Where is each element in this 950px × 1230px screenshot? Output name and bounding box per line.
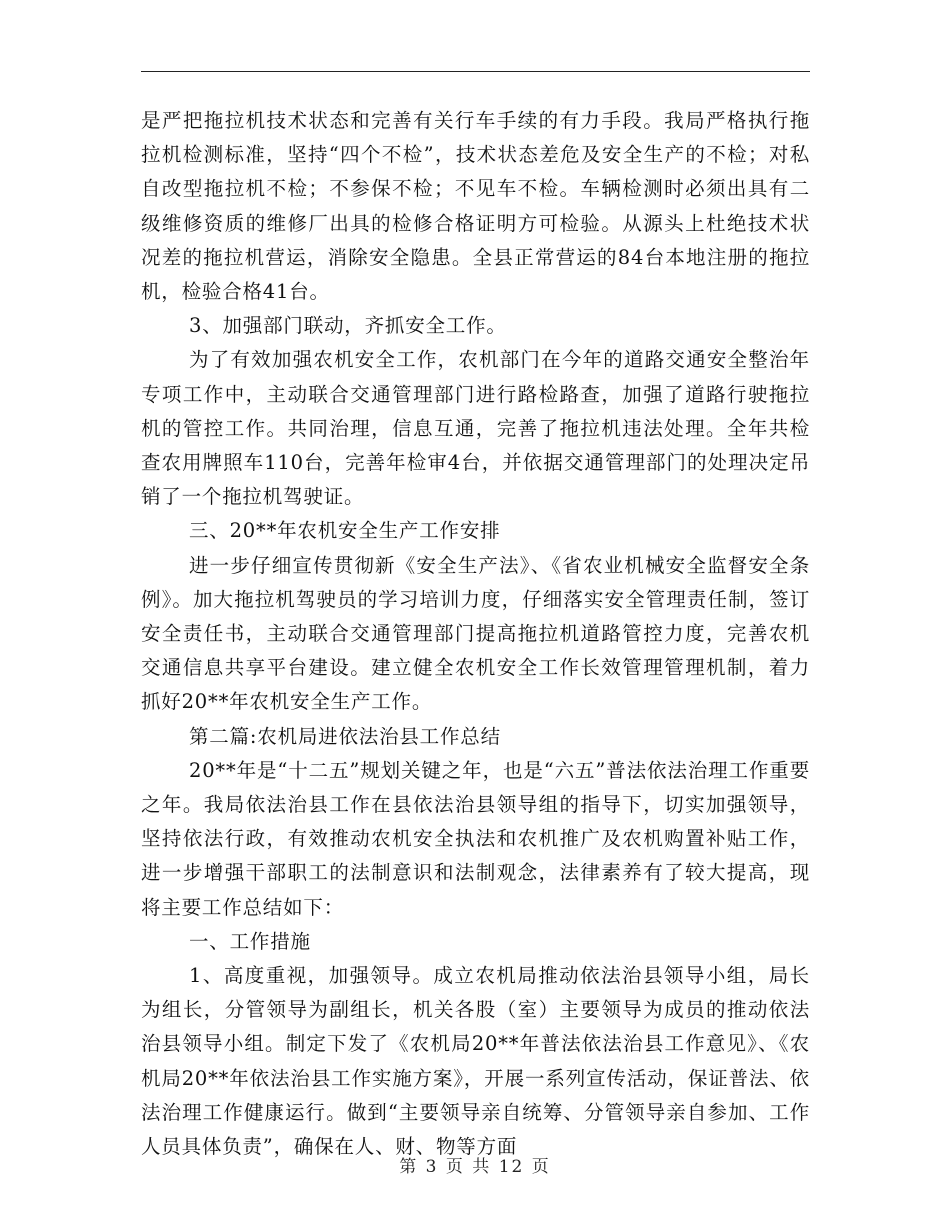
paragraph-heading-section-3: 三、20**年农机安全生产工作安排 (189, 519, 501, 543)
paragraph-part-two-title: 第二篇:农机局进依法治县工作总结 (189, 724, 501, 748)
paragraph-continuation: 是严把拖拉机技术状态和完善有关行车手续的有力手段。我局严格执行拖拉机检测标准，坚持“四个不检”，技术状态差危及安全生产的不检；对私自改型拖拉机不检；不参保不检；不见车不检。车辆检测时必须出具有二级维修资质的维修厂出具的检修合格证明方可检验。从源头上杜绝技术状况差的拖拉机营运，消除安全隐患。全县正常营运的84台本地注册的拖拉机，检验合格41台。 (141, 109, 810, 304)
paragraph-heading-measures: 一、工作措施 (189, 929, 311, 953)
paragraph-work-plan: 进一步仔细宣传贯彻新《安全生产法》、《省农业机械安全监督安全条例》。加大拖拉机驾驶员的学习培训力度，仔细落实安全管理责任制，签订安全责任书，主动联合交通管理部门提高拖拉机道路管控力度，完善农机交通信息共享平台建设。建立健全农机安全工作长效管理管理机制，着力抓好20**年农机安全生产工作。 (141, 553, 810, 714)
header-rule (141, 71, 810, 72)
paragraph-heading-3: 3、加强部门联动，齐抓安全工作。 (189, 314, 507, 338)
paragraph-leadership: 1、高度重视，加强领导。成立农机局推动依法治县领导小组，局长为组长，分管领导为副组长，机关各股（室）主要领导为成员的推动依法治县领导小组。制定下发了《农机局20**年普法依法治县工作意见》、《农机局20**年依法治县工作实施方案》，开展一系列宣传活动，保证普法、依法治理工作健康运行。做到“主要领导亲自统筹、分管领导亲自参加、工作人员具体负责”，确保在人、财、物等方面 (141, 964, 810, 1159)
page-number: 第 3 页 共 12 页 (399, 1157, 551, 1177)
paragraph-joint-enforcement: 为了有效加强农机安全工作，农机部门在今年的道路交通安全整治年专项工作中，主动联合交通管理部门进行路检路查，加强了道路行驶拖拉机的管控工作。共同治理，信息互通，完善了拖拉机违法处理。全年共检查农用牌照车110台，完善年检审4台，并依据交通管理部门的处理决定吊销了一个拖拉机驾驶证。 (141, 348, 810, 509)
document-body (141, 104, 810, 1164)
paragraph-part-two-intro: 20**年是“十二五”规划关键之年，也是“六五”普法依法治理工作重要之年。我局依法治县工作在县依法治县领导组的指导下，切实加强领导，坚持依法行政，有效推动农机安全执法和农机推广及农机购置补贴工作，进一步增强干部职工的法制意识和法制观念，法律素养有了较大提高，现将主要工作总结如下： (141, 758, 810, 919)
